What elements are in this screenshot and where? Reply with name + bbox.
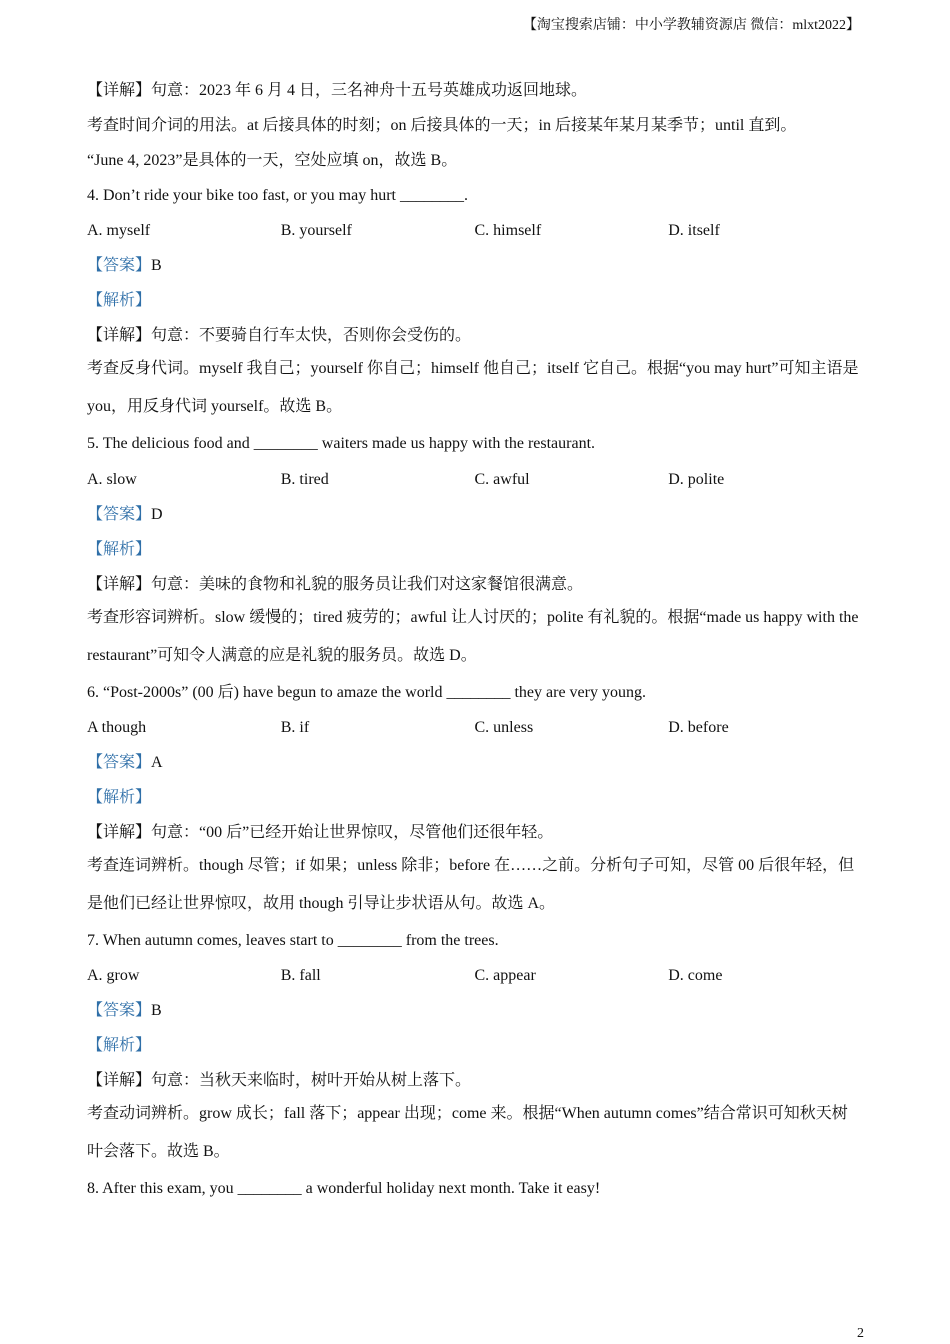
option-d: D. polite bbox=[668, 471, 725, 488]
page-header: 【淘宝搜索店铺：中小学教辅资源店 微信：mlxt2022】 bbox=[522, 18, 860, 33]
option-a: A though bbox=[87, 719, 147, 736]
option-d: D. come bbox=[668, 967, 723, 984]
question-6-answer bbox=[87, 752, 862, 774]
q3-detail-line1: 【详解】句意：2023 年 6 月 4 日，三名神舟十五号英雄成功返回地球。 bbox=[87, 82, 588, 99]
question-7-analysis-label: 【解析】 bbox=[87, 1037, 152, 1054]
question-5-answer bbox=[87, 504, 862, 526]
question-6-analysis-label: 【解析】 bbox=[87, 789, 152, 806]
q3-detail-line2: 考查时间介词的用法。at 后接具体的时刻；on 后接具体的一天；in 后接某年某月某季节；until 直到。 bbox=[87, 117, 797, 134]
question-5-detail: 【详解】句意：美味的食物和礼貌的服务员让我们对这家餐馆很满意。 bbox=[87, 576, 584, 593]
option-c: C. appear bbox=[474, 967, 536, 984]
answer-label: 【答案】 bbox=[87, 506, 152, 523]
page-number: 2 bbox=[857, 1326, 864, 1341]
answer-value: D bbox=[151, 506, 163, 523]
option-d: D. itself bbox=[668, 222, 720, 239]
option-c: C. awful bbox=[474, 471, 530, 488]
answer-label: 【答案】 bbox=[87, 257, 152, 274]
option-b: B. tired bbox=[280, 471, 329, 488]
question-8-stem: 8. After this exam, you ________ a wonderful holiday next month. Take it easy! bbox=[87, 1180, 601, 1197]
option-d: D. before bbox=[668, 719, 729, 736]
answer-label: 【答案】 bbox=[87, 1002, 152, 1019]
question-7-options bbox=[87, 965, 862, 987]
q3-detail-line3: “June 4, 2023”是具体的一天，空处应填 on，故选 B。 bbox=[87, 152, 458, 169]
option-b: B. if bbox=[280, 719, 310, 736]
question-4-options bbox=[87, 220, 862, 242]
option-a: A. grow bbox=[87, 967, 140, 984]
question-5-options bbox=[87, 469, 862, 491]
question-5-analysis-label: 【解析】 bbox=[87, 541, 152, 558]
option-b: B. yourself bbox=[280, 222, 352, 239]
option-a: A. slow bbox=[87, 471, 137, 488]
question-4-detail: 【详解】句意：不要骑自行车太快，否则你会受伤的。 bbox=[87, 327, 472, 344]
question-7-detail: 【详解】句意：当秋天来临时，树叶开始从树上落下。 bbox=[87, 1072, 472, 1089]
document-body bbox=[87, 80, 862, 1200]
answer-label: 【答案】 bbox=[87, 754, 152, 771]
question-7-explanation: 考查动词辨析。grow 成长；fall 落下；appear 出现；come 来。根据“When autumn comes”结合常识可知秋天树叶会落下。故选 B。 bbox=[87, 1105, 848, 1160]
question-6-explanation: 考查连词辨析。though 尽管；if 如果；unless 除非；before 在……之前。分析句子可知，尽管 00 后很年轻，但是他们已经让世界惊叹，故用 though 引导让步状语从句。故选 A。 bbox=[87, 857, 855, 912]
answer-value: B bbox=[151, 257, 162, 274]
option-b: B. fall bbox=[280, 967, 321, 984]
question-4-explanation: 考查反身代词。myself 我自己；yourself 你自己；himself 他自己；itself 它自己。根据“you may hurt”可知主语是 you，用反身代词 yourself。故选 B。 bbox=[87, 360, 859, 415]
option-c: C. himself bbox=[474, 222, 542, 239]
option-c: C. unless bbox=[474, 719, 534, 736]
question-5-explanation: 考查形容词辨析。slow 缓慢的；tired 疲劳的；awful 让人讨厌的；polite 有礼貌的。根据“made us happy with the restaurant”可知令人满意的应是礼貌的服务员。故选 D。 bbox=[87, 609, 859, 664]
question-6-options bbox=[87, 717, 862, 739]
question-5-stem: 5. The delicious food and ________ waiters made us happy with the restaurant. bbox=[87, 435, 596, 452]
question-4-stem: 4. Don’t ride your bike too fast, or you may hurt ________. bbox=[87, 187, 468, 204]
question-7-stem: 7. When autumn comes, leaves start to ________ from the trees. bbox=[87, 932, 499, 949]
answer-value: A bbox=[151, 754, 163, 771]
question-4-analysis-label: 【解析】 bbox=[87, 292, 152, 309]
answer-value: B bbox=[151, 1002, 162, 1019]
question-7-answer bbox=[87, 1000, 862, 1022]
question-6-detail: 【详解】句意：“00 后”已经开始让世界惊叹，尽管他们还很年轻。 bbox=[87, 824, 554, 841]
option-a: A. myself bbox=[87, 222, 151, 239]
question-4-answer bbox=[87, 255, 862, 277]
question-6-stem: 6. “Post-2000s” (00 后) have begun to amaze the world ________ they are very young. bbox=[87, 684, 646, 701]
